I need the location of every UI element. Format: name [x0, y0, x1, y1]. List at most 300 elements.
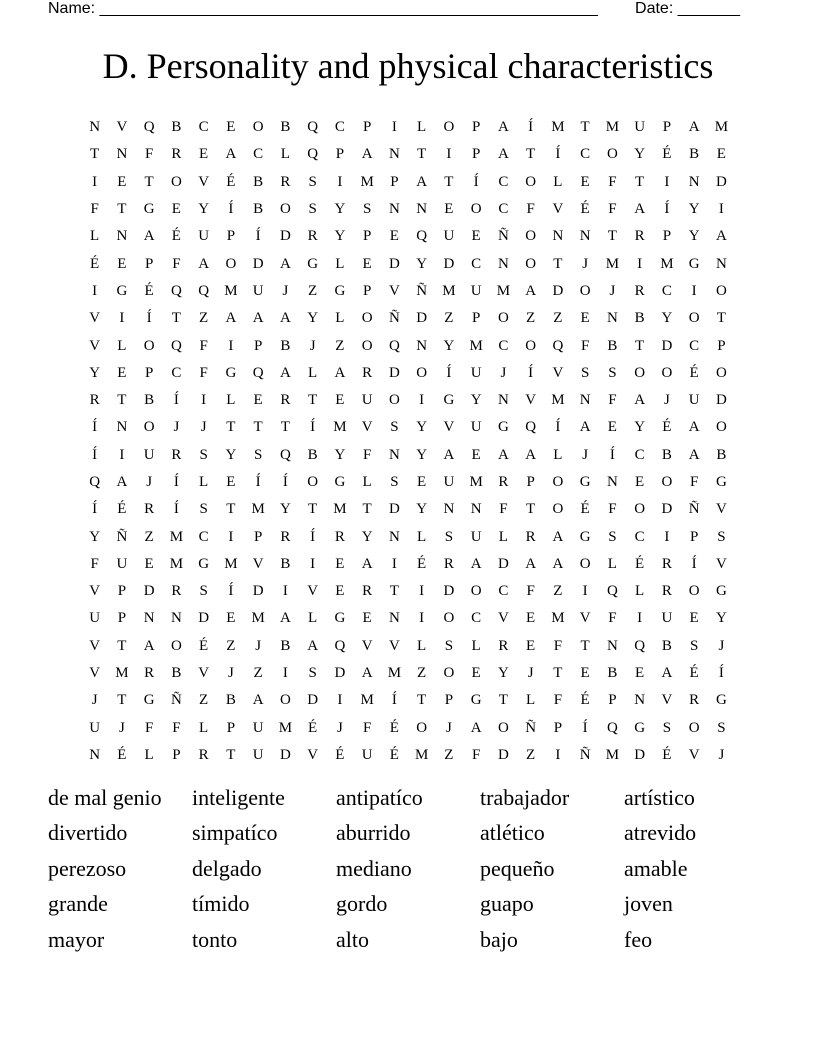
grid-letter: A	[470, 555, 482, 572]
grid-letter: Y	[715, 610, 727, 627]
grid-letter: O	[470, 201, 482, 218]
grid-letter: Z	[417, 665, 427, 682]
word-bank-item: mediano	[336, 855, 412, 881]
grid-row	[81, 442, 735, 469]
grid-letter: Q	[552, 337, 564, 354]
grid-letter: G	[579, 528, 591, 545]
grid-letter: Z	[444, 310, 454, 327]
grid-letter: T	[308, 392, 318, 409]
grid-letter: M	[414, 746, 429, 763]
grid-letter: E	[607, 419, 617, 436]
grid-letter: V	[89, 310, 101, 327]
grid-letter: D	[715, 392, 727, 409]
grid-letter: V	[89, 583, 101, 600]
grid-letter: A	[361, 555, 373, 572]
grid-letter: A	[279, 310, 291, 327]
grid-letter: O	[279, 692, 291, 709]
grid-letter: É	[335, 746, 345, 763]
grid-letter: J	[663, 392, 670, 409]
grid-letter: E	[417, 474, 427, 490]
grid-letter: A	[497, 146, 509, 163]
grid-letter: T	[253, 419, 263, 436]
grid-letter: T	[526, 501, 536, 518]
grid-letter: F	[172, 255, 181, 272]
grid-letter: B	[607, 665, 618, 682]
grid-letter: Y	[634, 419, 646, 436]
grid-letter: B	[661, 637, 672, 654]
grid-letter: S	[717, 719, 726, 736]
grid-letter: C	[498, 337, 509, 354]
grid-letter: G	[470, 692, 482, 709]
grid-letter: E	[199, 146, 209, 163]
grid-letter: V	[715, 501, 727, 518]
grid-letter: Ñ	[116, 528, 128, 545]
grid-letter: M	[605, 119, 620, 136]
grid-letter: P	[117, 583, 127, 600]
grid-letter: R	[198, 746, 209, 763]
grid-letter: N	[416, 201, 428, 218]
grid-letter: C	[498, 201, 509, 218]
grid-letter: A	[552, 528, 564, 545]
grid-letter: F	[362, 446, 372, 463]
grid-letter: C	[198, 528, 209, 545]
grid-letter: R	[525, 528, 536, 545]
grid-letter: O	[443, 119, 455, 136]
grid-letter: Í	[528, 364, 534, 381]
grid-letter: I	[446, 146, 452, 163]
grid-letter: G	[143, 692, 155, 709]
grid-letter: A	[688, 119, 700, 136]
grid-letter: N	[116, 146, 128, 163]
word-bank-item: joven	[624, 891, 673, 917]
grid-letter: L	[226, 392, 236, 409]
grid-letter: V	[89, 637, 101, 654]
grid-letter: I	[582, 583, 588, 600]
grid-row	[81, 223, 735, 250]
grid-letter: N	[634, 692, 646, 709]
grid-letter: A	[334, 364, 346, 381]
grid-letter: É	[226, 173, 236, 190]
grid-letter: T	[226, 501, 236, 518]
grid-letter: U	[470, 282, 482, 299]
grid-letter: Y	[279, 501, 291, 518]
grid-letter: Q	[252, 364, 264, 381]
grid-letter: D	[443, 255, 455, 272]
grid-letter: S	[662, 719, 672, 736]
grid-letter: Y	[661, 310, 673, 327]
grid-letter: Q	[634, 637, 646, 654]
grid-letter: Q	[89, 474, 101, 490]
grid-letter: M	[169, 555, 184, 572]
grid-letter: Í	[228, 583, 234, 600]
grid-letter: A	[579, 419, 591, 436]
word-bank-item: de mal genio	[48, 784, 162, 810]
grid-letter: A	[497, 119, 509, 136]
grid-letter: N	[388, 201, 400, 218]
grid-letter: G	[143, 201, 155, 218]
grid-letter: M	[224, 555, 238, 572]
word-bank-item: mayor	[48, 926, 105, 952]
word-bank-row	[48, 851, 768, 887]
grid-letter: Y	[443, 337, 455, 354]
grid-letter: Z	[253, 665, 263, 682]
grid-letter: S	[362, 201, 372, 218]
grid-letter: T	[226, 419, 236, 436]
word-bank-item: feo	[624, 926, 653, 952]
grid-letter: P	[526, 474, 535, 490]
grid-letter: A	[552, 555, 564, 572]
grid-letter: R	[634, 282, 645, 299]
grid-letter: O	[225, 255, 237, 272]
grid-letter: A	[661, 665, 673, 682]
grid-letter: J	[309, 337, 316, 354]
grid-letter: E	[635, 474, 645, 490]
grid-row	[81, 578, 735, 605]
grid-letter: Y	[334, 446, 346, 463]
grid-row	[81, 250, 735, 277]
grid-letter: Í	[691, 555, 697, 572]
grid-letter: O	[606, 146, 618, 163]
grid-letter: R	[171, 583, 182, 600]
grid-letter: E	[335, 392, 345, 409]
grid-letter: M	[714, 119, 729, 136]
grid-letter: O	[497, 719, 509, 736]
grid-letter: I	[228, 337, 234, 354]
grid-letter: C	[580, 146, 591, 163]
word-bank-item: tímido	[192, 891, 250, 917]
grid-letter: U	[443, 474, 455, 490]
grid-letter: T	[553, 255, 563, 272]
grid-letter: D	[279, 746, 291, 763]
grid-letter: I	[718, 201, 724, 218]
grid-letter: U	[89, 719, 101, 736]
grid-letter: R	[689, 692, 700, 709]
grid-letter: U	[252, 746, 264, 763]
grid-letter: Í	[391, 692, 397, 709]
grid-letter: T	[171, 310, 181, 327]
grid-letter: A	[688, 446, 700, 463]
grid-letter: O	[688, 310, 700, 327]
grid-letter: Y	[89, 528, 101, 545]
grid-letter: O	[170, 173, 182, 190]
grid-row	[81, 742, 735, 769]
grid-letter: I	[92, 282, 98, 299]
grid-letter: O	[143, 337, 155, 354]
grid-letter: B	[280, 555, 291, 572]
grid-letter: D	[443, 583, 455, 600]
grid-letter: Y	[89, 364, 101, 381]
grid-letter: F	[608, 610, 617, 627]
grid-row	[81, 551, 735, 578]
grid-letter: E	[526, 610, 536, 627]
grid-letter: V	[198, 173, 210, 190]
grid-letter: F	[90, 555, 99, 572]
grid-letter: E	[580, 310, 590, 327]
grid-letter: É	[635, 555, 645, 572]
grid-letter: T	[498, 692, 508, 709]
grid-letter: E	[716, 146, 726, 163]
grid-letter: O	[388, 392, 400, 409]
grid-letter: I	[282, 583, 288, 600]
grid-letter: O	[416, 364, 428, 381]
word-bank-item: trabajador	[480, 784, 570, 810]
grid-letter: I	[337, 692, 343, 709]
word-bank-item: amable	[624, 855, 688, 881]
grid-letter: S	[580, 364, 590, 381]
grid-letter: F	[608, 173, 617, 190]
grid-letter: N	[170, 610, 182, 627]
grid-letter: L	[362, 474, 372, 490]
grid-letter: Ñ	[497, 228, 509, 245]
grid-letter: V	[361, 419, 373, 436]
grid-letter: C	[634, 446, 645, 463]
grid-letter: M	[360, 173, 374, 190]
grid-letter: E	[635, 665, 645, 682]
word-bank-item: gordo	[336, 891, 388, 917]
grid-letter: C	[471, 610, 482, 627]
grid-letter: F	[90, 201, 99, 218]
grid-letter: C	[498, 173, 509, 190]
grid-letter: S	[444, 637, 454, 654]
grid-letter: D	[661, 501, 673, 518]
grid-letter: F	[608, 501, 617, 518]
grid-letter: N	[579, 228, 591, 245]
grid-letter: U	[688, 392, 700, 409]
grid-letter: G	[334, 610, 346, 627]
grid-letter: E	[689, 610, 699, 627]
grid-letter: T	[117, 201, 127, 218]
grid-letter: L	[417, 119, 427, 136]
grid-letter: N	[116, 419, 128, 436]
grid-letter: T	[580, 119, 590, 136]
grid-letter: G	[634, 719, 646, 736]
word-bank-item: perezoso	[48, 855, 127, 881]
grid-letter: J	[500, 364, 507, 381]
grid-letter: Y	[416, 501, 428, 518]
grid-letter: L	[635, 583, 645, 600]
grid-letter: Q	[388, 337, 400, 354]
grid-letter: N	[388, 528, 400, 545]
grid-letter: G	[688, 255, 700, 272]
grid-letter: J	[173, 419, 180, 436]
grid-letter: E	[335, 583, 345, 600]
grid-letter: D	[143, 583, 155, 600]
grid-letter: G	[715, 583, 727, 600]
grid-letter: Z	[144, 528, 154, 545]
grid-letter: F	[608, 201, 617, 218]
grid-letter: É	[662, 146, 672, 163]
grid-letter: Y	[497, 665, 509, 682]
grid-letter: O	[416, 719, 428, 736]
grid-letter: R	[307, 228, 318, 245]
grid-letter: C	[198, 119, 209, 136]
grid-letter: A	[470, 719, 482, 736]
grid-letter: L	[280, 146, 290, 163]
grid-letter: V	[89, 337, 101, 354]
grid-letter: N	[443, 501, 455, 518]
grid-letter: L	[607, 555, 617, 572]
grid-letter: Z	[553, 583, 563, 600]
grid-letter: A	[252, 310, 264, 327]
grid-letter: Z	[526, 310, 536, 327]
grid-letter: L	[553, 446, 563, 463]
grid-letter: P	[335, 146, 345, 163]
grid-letter: E	[226, 474, 236, 490]
grid-row	[81, 414, 735, 441]
grid-letter: S	[308, 173, 317, 190]
grid-letter: Y	[634, 146, 646, 163]
grid-letter: O	[307, 474, 319, 490]
grid-letter: J	[118, 719, 125, 736]
grid-letter: Í	[473, 173, 479, 190]
grid-letter: J	[582, 446, 589, 463]
grid-letter: V	[388, 282, 400, 299]
grid-letter: U	[252, 282, 264, 299]
grid-letter: R	[498, 474, 509, 490]
grid-letter: Í	[609, 446, 615, 463]
grid-letter: I	[637, 255, 643, 272]
grid-letter: L	[144, 746, 154, 763]
grid-letter: O	[279, 201, 291, 218]
grid-letter: S	[390, 419, 399, 436]
grid-letter: V	[388, 637, 400, 654]
grid-letter: V	[661, 692, 673, 709]
grid-letter: E	[226, 610, 236, 627]
grid-letter: E	[471, 665, 481, 682]
grid-letter: D	[388, 364, 400, 381]
grid-letter: E	[144, 555, 154, 572]
grid-letter: I	[419, 392, 425, 409]
grid-letter: T	[635, 173, 645, 190]
grid-letter: A	[443, 446, 455, 463]
grid-letter: J	[582, 255, 589, 272]
grid-letter: É	[90, 255, 100, 272]
grid-letter: M	[469, 474, 483, 490]
grid-letter: B	[689, 146, 700, 163]
word-bank-item: aburrido	[336, 820, 411, 846]
grid-letter: Í	[555, 419, 561, 436]
grid-letter: M	[360, 692, 374, 709]
grid-letter: G	[443, 392, 455, 409]
grid-letter: P	[226, 228, 236, 245]
grid-letter: F	[580, 337, 590, 354]
grid-letter: V	[715, 555, 727, 572]
grid-letter: D	[416, 310, 428, 327]
grid-letter: O	[715, 419, 727, 436]
grid-letter: I	[637, 610, 643, 627]
grid-letter: S	[717, 528, 726, 545]
grid-letter: B	[634, 310, 645, 327]
grid-letter: D	[279, 228, 291, 245]
grid-letter: O	[688, 583, 700, 600]
grid-letter: G	[579, 474, 591, 490]
grid-letter: U	[252, 719, 264, 736]
grid-letter: Ñ	[579, 746, 591, 763]
grid-letter: C	[689, 337, 700, 354]
grid-letter: I	[555, 746, 561, 763]
grid-letter: C	[253, 146, 264, 163]
grid-letter: L	[199, 719, 209, 736]
grid-letter: U	[89, 610, 101, 627]
grid-letter: Í	[92, 446, 98, 463]
grid-letter: O	[579, 282, 591, 299]
grid-letter: G	[715, 692, 727, 709]
grid-letter: É	[117, 746, 127, 763]
grid-letter: R	[171, 446, 182, 463]
grid-letter: I	[201, 392, 207, 409]
grid-letter: V	[497, 610, 509, 627]
grid-letter: N	[143, 610, 155, 627]
grid-letter: F	[553, 637, 563, 654]
grid-letter: V	[688, 746, 700, 763]
grid-row	[81, 360, 735, 387]
word-bank-item: inteligente	[192, 784, 285, 810]
grid-letter: J	[336, 719, 343, 736]
grid-letter: B	[253, 173, 264, 190]
grid-letter: U	[470, 364, 482, 381]
grid-letter: Q	[170, 282, 182, 299]
grid-letter: O	[688, 719, 700, 736]
grid-letter: Y	[688, 201, 700, 218]
grid-letter: E	[362, 255, 372, 272]
grid-letter: Y	[334, 201, 346, 218]
grid-letter: D	[388, 501, 400, 518]
grid-letter: N	[552, 228, 564, 245]
grid-letter: N	[497, 392, 509, 409]
grid-letter: M	[605, 746, 620, 763]
grid-letter: Q	[525, 419, 537, 436]
grid-letter: Z	[199, 692, 209, 709]
grid-letter: T	[90, 146, 100, 163]
grid-letter: P	[362, 228, 372, 245]
grid-letter: E	[335, 555, 345, 572]
grid-letter: P	[662, 228, 672, 245]
grid-letter: T	[144, 173, 154, 190]
grid-letter: I	[119, 446, 125, 463]
word-bank-row	[48, 922, 768, 958]
grid-letter: A	[525, 282, 537, 299]
grid-letter: Í	[255, 474, 261, 490]
grid-letter: Ñ	[416, 282, 428, 299]
grid-letter: Q	[307, 146, 319, 163]
grid-letter: R	[634, 228, 645, 245]
grid-letter: É	[689, 665, 699, 682]
grid-letter: E	[117, 255, 127, 272]
grid-letter: L	[308, 364, 318, 381]
grid-letter: E	[471, 228, 481, 245]
grid-letter: T	[117, 692, 127, 709]
grid-letter: V	[307, 746, 319, 763]
grid-letter: Y	[416, 419, 428, 436]
grid-letter: S	[608, 364, 617, 381]
grid-row	[81, 633, 735, 660]
grid-letter: A	[361, 665, 373, 682]
grid-letter: F	[199, 337, 208, 354]
grid-letter: D	[634, 746, 646, 763]
grid-letter: U	[361, 746, 373, 763]
date-field-label: Date: _______	[635, 0, 740, 17]
grid-letter: T	[526, 146, 536, 163]
grid-letter: N	[579, 392, 591, 409]
grid-letter: Y	[307, 310, 319, 327]
grid-letter: O	[470, 583, 482, 600]
grid-letter: R	[144, 501, 155, 518]
grid-letter: Y	[416, 446, 428, 463]
grid-letter: U	[443, 228, 455, 245]
grid-letter: Ñ	[525, 719, 537, 736]
grid-letter: M	[251, 501, 265, 518]
grid-letter: Z	[444, 746, 454, 763]
